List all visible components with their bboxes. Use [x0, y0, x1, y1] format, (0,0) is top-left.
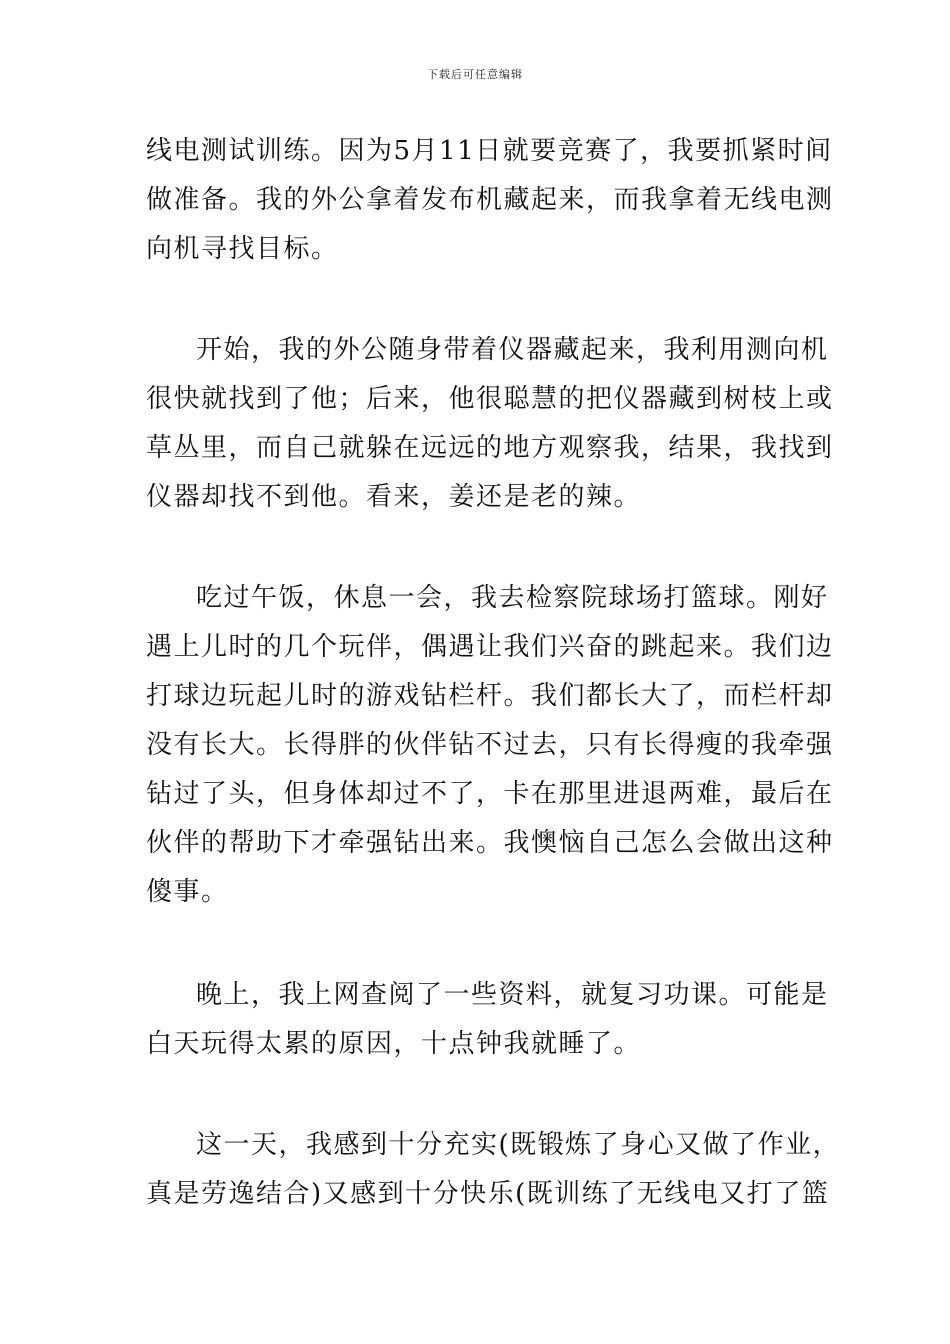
paragraph-3-line-4: 没有长大。长得胖的伙伴钻不过去，只有长得瘦的我牵强 — [146, 730, 834, 760]
paragraph-1-line-1: 线电测试训练。因为5月11日就要竞赛了，我要抓紧时间 — [146, 136, 833, 166]
paragraph-1-line-2: 做准备。我的外公拿着发布机藏起来，而我拿着无线电测 — [146, 185, 834, 215]
paragraph-4-line-2: 白天玩得太累的原因，十点钟我就睡了。 — [146, 1029, 642, 1059]
paragraph-3-line-1: 吃过午饭，休息一会，我去检察院球场打篮球。刚好 — [196, 583, 829, 613]
paragraph-2-line-3: 草丛里，而自己就躲在远远的地方观察我，结果，我找到 — [146, 433, 834, 463]
paragraph-3-line-2: 遇上儿时的几个玩伴，偶遇让我们兴奋的跳起来。我们边 — [146, 632, 834, 662]
paragraph-3-line-6: 伙伴的帮助下才牵强钻出来。我懊恼自己怎么会做出这种 — [146, 828, 834, 858]
paragraph-4-line-1: 晚上，我上网查阅了一些资料，就复习功课。可能是 — [196, 980, 829, 1010]
paragraph-5-line-2: 真是劳逸结合)又感到十分快乐(既训练了无线电又打了篮 — [146, 1179, 830, 1209]
paragraph-2-line-4: 仪器却找不到他。看来，姜还是老的辣。 — [146, 482, 642, 512]
page-header-note: 下载后可任意编辑 — [427, 68, 523, 81]
paragraph-2-line-2: 很快就找到了他；后来，他很聪慧的把仪器藏到树枝上或 — [146, 384, 834, 414]
paragraph-1-line-3: 向机寻找目标。 — [146, 234, 339, 264]
paragraph-3-line-5: 钻过了头，但身体却过不了，卡在那里进退两难，最后在 — [146, 779, 834, 809]
paragraph-5-line-1: 这一天，我感到十分充实(既锻炼了身心又做了作业， — [196, 1130, 841, 1160]
paragraph-2-line-1: 开始，我的外公随身带着仪器藏起来，我利用测向机 — [196, 335, 829, 365]
paragraph-3-line-3: 打球边玩起儿时的游戏钻栏杆。我们都长大了，而栏杆却 — [146, 681, 834, 711]
paragraph-3-line-7: 傻事。 — [146, 877, 229, 907]
